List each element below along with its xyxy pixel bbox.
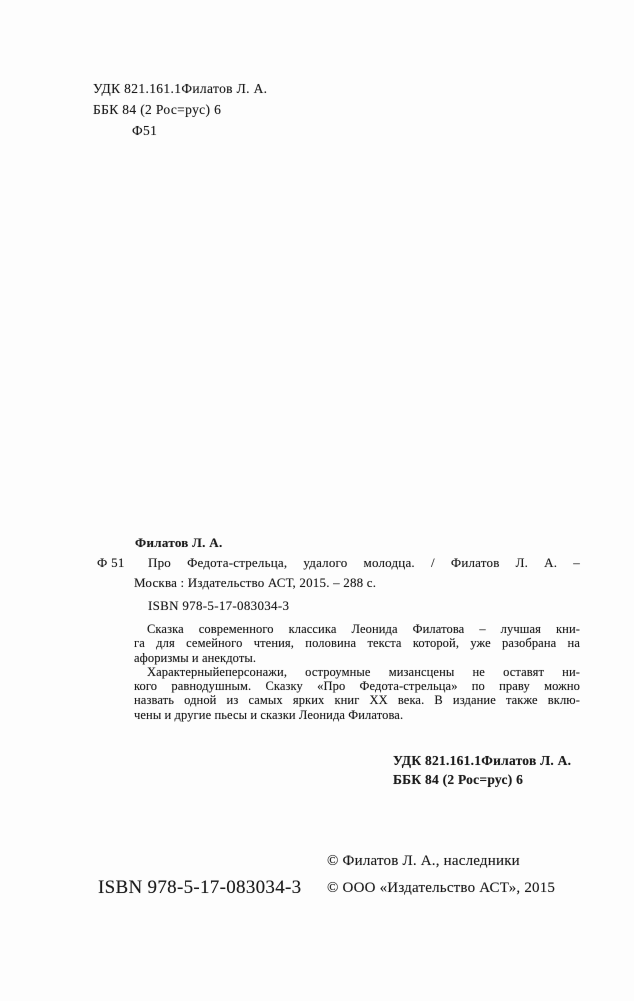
catalog-author: Филатов Л. А.	[135, 535, 223, 550]
top-classification-block	[93, 78, 267, 141]
annotation-line: Сказка современного классика Леонида Филатова – лучшая кни-	[147, 622, 580, 636]
annotation-line: Характерныйеперсонажи, остроумные мизансцены не оставят ни-	[147, 664, 580, 679]
bottom-isbn: ISBN 978-5-17-083034-3	[98, 877, 302, 898]
bottom-udk-line: УДК 821.161.1Филатов Л. А.	[393, 753, 572, 768]
copyright-author-line: © Филатов Л. А., наследники	[327, 853, 520, 869]
catalog-entry-code: Ф 51	[97, 555, 125, 570]
copyright-block	[327, 848, 555, 902]
catalog-title-line: Про Федота-стрельца, удалого молодца. / Филатов Л. А. –	[148, 555, 580, 570]
annotation-line: чены и другие пьесы и сказки Леонида Филатова.	[134, 707, 404, 722]
catalog-publisher-line: Москва : Издательство АСТ, 2015. – 288 с.	[134, 575, 377, 590]
annotation-block	[134, 622, 580, 722]
catalog-isbn: ISBN 978-5-17-083034-3	[148, 598, 290, 613]
cataloging-block	[97, 533, 580, 722]
annotation-line: га для семейного чтения, половина текста которой, уже разобрана на	[134, 636, 580, 651]
top-author-code: Ф51	[132, 123, 158, 138]
top-bbk-line: ББК 84 (2 Рос=рус) 6	[93, 102, 222, 117]
bottom-classification-block	[393, 751, 571, 789]
copyright-publisher-line: © ООО «Издательство АСТ», 2015	[327, 880, 556, 896]
annotation-line: назвать одной из самых ярких книг XX века. В издание также вклю-	[134, 693, 580, 708]
bottom-bbk-line: ББК 84 (2 Рос=рус) 6	[393, 772, 524, 787]
annotation-line: афоризмы и анекдоты.	[134, 650, 257, 665]
top-udk-line: УДК 821.161.1Филатов Л. А.	[93, 81, 268, 96]
annotation-line: кого равнодушным. Сказку «Про Федота-стрельца» по праву можно	[134, 679, 580, 694]
